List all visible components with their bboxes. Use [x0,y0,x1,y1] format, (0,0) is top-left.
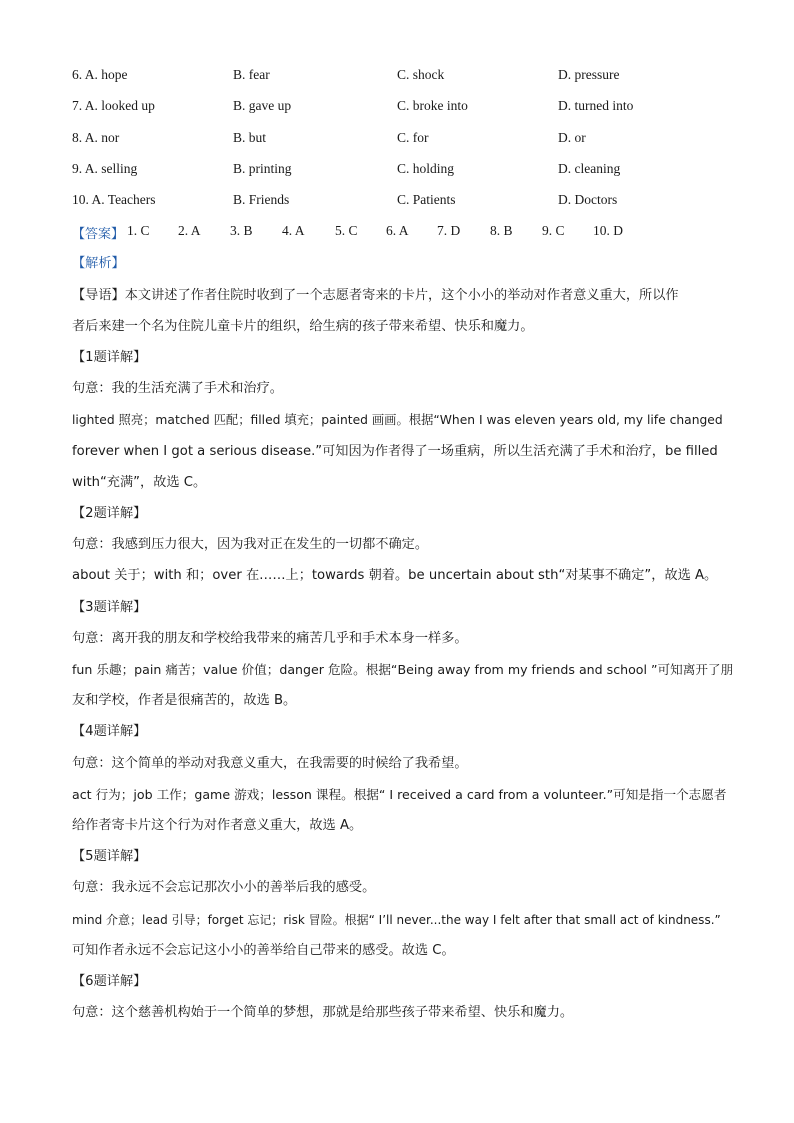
q5-meaning: 句意：我永远不会忘记那次小小的善举后我的感受。 [72,880,376,895]
q4-explanation: act 行为；job 工作；game 游戏；lesson 课程。根据“ I received a card from a volunteer.”可知是指一个志愿者 [72,787,727,802]
q1-explanation: with“充满”，故选 C。 [72,475,207,490]
answer-item: 2. A [178,223,201,238]
answer-label: 【答案】 [72,227,125,242]
option-c: C. shock [397,67,445,82]
option-a: 9. A. selling [72,161,138,176]
answer-item: 1. C [127,223,150,238]
option-c: C. Patients [397,192,456,207]
option-a: 7. A. looked up [72,98,155,113]
answer-item: 6. A [386,223,409,238]
q4-heading: 【4题详解】 [72,724,147,739]
answer-key [72,223,712,243]
answer-item: 3. B [230,223,253,238]
q1-meaning: 句意：我的生活充满了手术和治疗。 [72,381,283,396]
option-b: B. printing [233,161,292,176]
option-b: B. but [233,130,267,145]
q2-heading: 【2题详解】 [72,506,147,521]
analysis-label: 【解析】 [72,256,125,271]
answer-item: 4. A [282,223,305,238]
q4-explanation: 给作者寄卡片这个行为对作者意义重大，故选 A。 [72,818,363,833]
answer-item: 7. D [437,223,461,238]
option-a: 8. A. nor [72,130,120,145]
q3-explanation: 友和学校，作者是很痛苦的，故选 B。 [72,693,297,708]
q1-explanation: lighted 照亮；matched 匹配；filled 填充；painted 画画。根据“When I was eleven years old, my life changed [72,413,723,427]
q6-meaning: 句意：这个慈善机构始于一个简单的梦想，那就是给那些孩子带来希望、快乐和魔力。 [72,1005,574,1020]
q3-explanation: fun 乐趣；pain 痛苦；value 价值；danger 危险。根据“Being away from my friends and school ”可知离开了朋 [72,662,734,677]
q1-explanation: forever when I got a serious disease.”可知因为作者得了一场重病，所以生活充满了手术和治疗，be filled [72,444,718,459]
option-d: D. pressure [558,67,620,82]
intro-line: 者后来建一个名为住院儿童卡片的组织，给生病的孩子带来希望、快乐和魔力。 [72,319,534,334]
option-b: B. Friends [233,192,290,207]
q5-explanation: 可知作者永远不会忘记这小小的善举给自己带来的感受。故选 C。 [72,943,455,958]
option-d: D. or [558,130,586,145]
option-b: B. gave up [233,98,292,113]
answer-item: 10. D [593,223,623,238]
q3-meaning: 句意：离开我的朋友和学校给我带来的痛苦几乎和手术本身一样多。 [72,631,468,646]
option-d: D. Doctors [558,192,618,207]
q2-explanation: about 关于；with 和；over 在……上；towards 朝着。be uncertain about sth“对某事不确定”，故选 A。 [72,568,718,583]
option-b: B. fear [233,67,270,82]
option-d: D. cleaning [558,161,621,176]
q4-meaning: 句意：这个简单的举动对我意义重大，在我需要的时候给了我希望。 [72,756,468,771]
q6-heading: 【6题详解】 [72,974,147,989]
option-a: 10. A. Teachers [72,192,156,207]
answer-item: 5. C [335,223,358,238]
q5-explanation: mind 介意；lead 引导；forget 忘记；risk 冒险。根据“ I’ll never...the way I felt after that small act of kindness.” [72,913,721,927]
option-c: C. for [397,130,429,145]
option-a: 6. A. hope [72,67,128,82]
option-c: C. holding [397,161,455,176]
q1-heading: 【1题详解】 [72,350,147,365]
option-c: C. broke into [397,98,468,113]
intro-line: 【导语】本文讲述了作者住院时收到了一个志愿者寄来的卡片，这个小小的举动对作者意义重大，所以作 [72,288,679,303]
q3-heading: 【3题详解】 [72,600,147,615]
q2-meaning: 句意：我感到压力很大，因为我对正在发生的一切都不确定。 [72,537,429,552]
q5-heading: 【5题详解】 [72,849,147,864]
option-d: D. turned into [558,98,634,113]
answer-item: 9. C [542,223,565,238]
answer-item: 8. B [490,223,513,238]
